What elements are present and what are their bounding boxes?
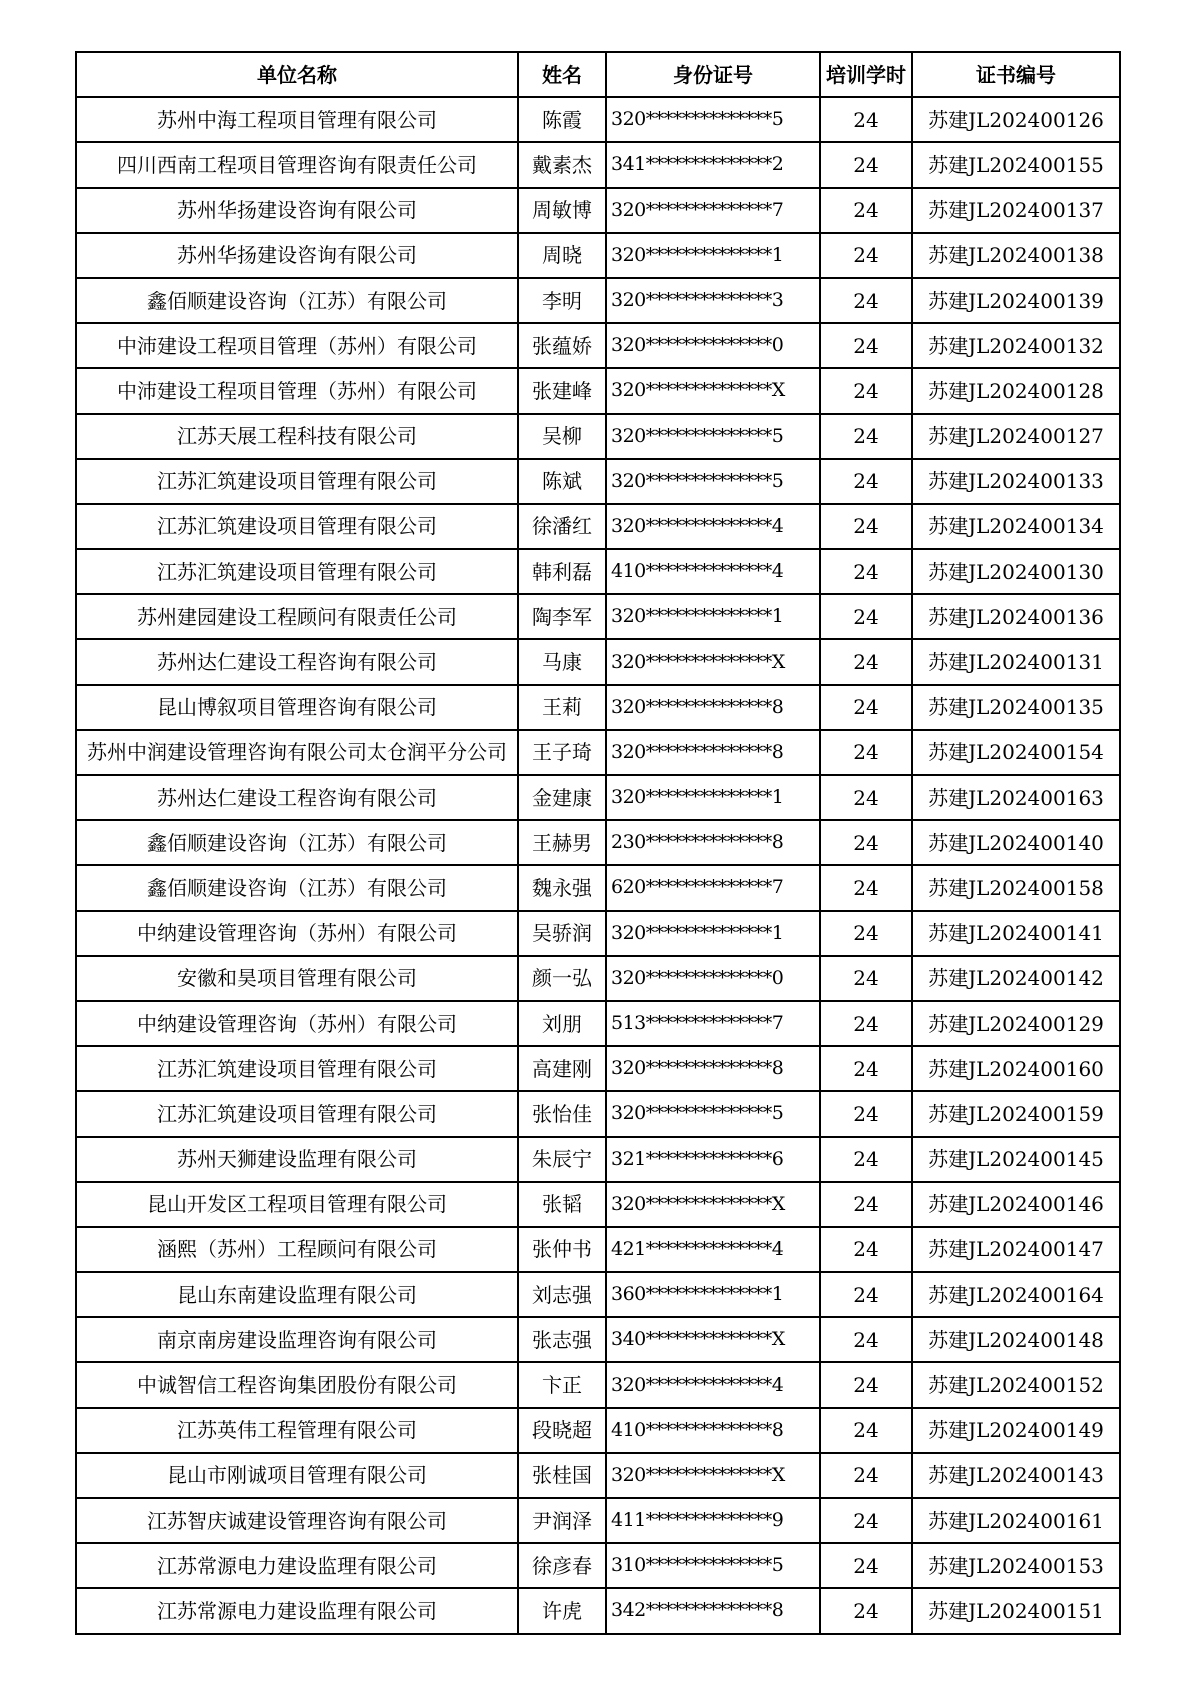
- cell-training-hours: 24: [820, 1182, 912, 1227]
- table-row: [76, 414, 1120, 459]
- cell-certificate-number: 苏建JL202400138: [912, 233, 1120, 278]
- cell-id-number: 320**************7: [606, 188, 820, 233]
- table-row: [76, 956, 1120, 1001]
- cell-unit-name: 涵熙（苏州）工程顾问有限公司: [76, 1227, 518, 1272]
- table-row: [76, 549, 1120, 594]
- cell-training-hours: 24: [820, 956, 912, 1001]
- cell-id-number: 411**************9: [606, 1498, 820, 1543]
- cell-id-number: 620**************7: [606, 865, 820, 910]
- cell-person-name: 张志强: [518, 1317, 606, 1362]
- table-row: [76, 1408, 1120, 1453]
- cell-id-number: 341**************2: [606, 142, 820, 187]
- cell-certificate-number: 苏建JL202400145: [912, 1137, 1120, 1182]
- cell-training-hours: 24: [820, 414, 912, 459]
- cell-training-hours: 24: [820, 459, 912, 504]
- table-row: [76, 820, 1120, 865]
- cell-id-number: 342**************8: [606, 1588, 820, 1633]
- cell-training-hours: 24: [820, 278, 912, 323]
- cell-id-number: 320**************X: [606, 1453, 820, 1498]
- cell-unit-name: 昆山东南建设监理有限公司: [76, 1272, 518, 1317]
- header-training-hours: 培训学时: [820, 52, 912, 97]
- cell-id-number: 320**************5: [606, 414, 820, 459]
- cell-training-hours: 24: [820, 1227, 912, 1272]
- cell-id-number: 320**************1: [606, 594, 820, 639]
- cell-person-name: 高建刚: [518, 1046, 606, 1091]
- cell-certificate-number: 苏建JL202400136: [912, 594, 1120, 639]
- header-certificate-number: 证书编号: [912, 52, 1120, 97]
- cell-certificate-number: 苏建JL202400128: [912, 368, 1120, 413]
- cell-unit-name: 安徽和昊项目管理有限公司: [76, 956, 518, 1001]
- cell-training-hours: 24: [820, 188, 912, 233]
- cell-unit-name: 苏州建园建设工程顾问有限责任公司: [76, 594, 518, 639]
- cell-training-hours: 24: [820, 1091, 912, 1136]
- cell-training-hours: 24: [820, 142, 912, 187]
- table-row: [76, 685, 1120, 730]
- table-row: [76, 865, 1120, 910]
- header-row: [76, 52, 1120, 97]
- cell-id-number: 320**************8: [606, 730, 820, 775]
- header-id-number: 身份证号: [606, 52, 820, 97]
- cell-training-hours: 24: [820, 1046, 912, 1091]
- cell-training-hours: 24: [820, 1362, 912, 1407]
- table-row: [76, 911, 1120, 956]
- cell-unit-name: 江苏常源电力建设监理有限公司: [76, 1588, 518, 1633]
- cell-certificate-number: 苏建JL202400161: [912, 1498, 1120, 1543]
- cell-person-name: 李明: [518, 278, 606, 323]
- cell-unit-name: 四川西南工程项目管理咨询有限责任公司: [76, 142, 518, 187]
- cell-unit-name: 苏州华扬建设咨询有限公司: [76, 233, 518, 278]
- cell-certificate-number: 苏建JL202400135: [912, 685, 1120, 730]
- cell-unit-name: 鑫佰顺建设咨询（江苏）有限公司: [76, 820, 518, 865]
- cell-person-name: 吴柳: [518, 414, 606, 459]
- cell-id-number: 320**************5: [606, 459, 820, 504]
- cell-certificate-number: 苏建JL202400155: [912, 142, 1120, 187]
- cell-person-name: 张蕴娇: [518, 323, 606, 368]
- cell-id-number: 321**************6: [606, 1137, 820, 1182]
- cell-training-hours: 24: [820, 865, 912, 910]
- cell-certificate-number: 苏建JL202400142: [912, 956, 1120, 1001]
- cell-unit-name: 中纳建设管理咨询（苏州）有限公司: [76, 911, 518, 956]
- cell-id-number: 513**************7: [606, 1001, 820, 1046]
- cell-id-number: 320**************5: [606, 97, 820, 142]
- cell-training-hours: 24: [820, 594, 912, 639]
- cell-training-hours: 24: [820, 504, 912, 549]
- cell-person-name: 陈斌: [518, 459, 606, 504]
- cell-id-number: 421**************4: [606, 1227, 820, 1272]
- cell-person-name: 张建峰: [518, 368, 606, 413]
- table-row: [76, 1453, 1120, 1498]
- cell-certificate-number: 苏建JL202400147: [912, 1227, 1120, 1272]
- cell-unit-name: 昆山开发区工程项目管理有限公司: [76, 1182, 518, 1227]
- cell-certificate-number: 苏建JL202400141: [912, 911, 1120, 956]
- table-row: [76, 368, 1120, 413]
- cell-id-number: 320**************8: [606, 1046, 820, 1091]
- cell-training-hours: 24: [820, 685, 912, 730]
- cell-person-name: 段晓超: [518, 1408, 606, 1453]
- cell-id-number: 320**************X: [606, 368, 820, 413]
- cell-id-number: 320**************3: [606, 278, 820, 323]
- cell-unit-name: 鑫佰顺建设咨询（江苏）有限公司: [76, 278, 518, 323]
- cell-person-name: 尹润泽: [518, 1498, 606, 1543]
- cell-person-name: 张怡佳: [518, 1091, 606, 1136]
- cell-id-number: 320**************8: [606, 685, 820, 730]
- table-body: [76, 97, 1120, 1633]
- cell-id-number: 320**************1: [606, 233, 820, 278]
- cell-unit-name: 昆山市刚诚项目管理有限公司: [76, 1453, 518, 1498]
- cell-id-number: 320**************1: [606, 911, 820, 956]
- cell-person-name: 张仲书: [518, 1227, 606, 1272]
- cell-person-name: 王赫男: [518, 820, 606, 865]
- cell-unit-name: 江苏智庆诚建设管理咨询有限公司: [76, 1498, 518, 1543]
- cell-unit-name: 江苏汇筑建设项目管理有限公司: [76, 504, 518, 549]
- cell-training-hours: 24: [820, 1137, 912, 1182]
- cell-person-name: 张桂国: [518, 1453, 606, 1498]
- cell-certificate-number: 苏建JL202400154: [912, 730, 1120, 775]
- cell-person-name: 颜一弘: [518, 956, 606, 1001]
- cell-person-name: 朱辰宁: [518, 1137, 606, 1182]
- table-row: [76, 1182, 1120, 1227]
- table-row: [76, 1227, 1120, 1272]
- table-row: [76, 504, 1120, 549]
- cell-certificate-number: 苏建JL202400153: [912, 1543, 1120, 1588]
- cell-training-hours: 24: [820, 323, 912, 368]
- cell-certificate-number: 苏建JL202400127: [912, 414, 1120, 459]
- cell-training-hours: 24: [820, 775, 912, 820]
- cell-certificate-number: 苏建JL202400143: [912, 1453, 1120, 1498]
- table-row: [76, 323, 1120, 368]
- cell-training-hours: 24: [820, 820, 912, 865]
- cell-unit-name: 中纳建设管理咨询（苏州）有限公司: [76, 1001, 518, 1046]
- cell-id-number: 410**************4: [606, 549, 820, 594]
- table-row: [76, 730, 1120, 775]
- table-row: [76, 97, 1120, 142]
- cell-certificate-number: 苏建JL202400129: [912, 1001, 1120, 1046]
- cell-unit-name: 南京南房建设监理咨询有限公司: [76, 1317, 518, 1362]
- cell-person-name: 刘志强: [518, 1272, 606, 1317]
- cell-id-number: 320**************0: [606, 323, 820, 368]
- table-row: [76, 278, 1120, 323]
- cell-training-hours: 24: [820, 1588, 912, 1633]
- cell-certificate-number: 苏建JL202400137: [912, 188, 1120, 233]
- cell-certificate-number: 苏建JL202400163: [912, 775, 1120, 820]
- cell-training-hours: 24: [820, 1272, 912, 1317]
- cell-unit-name: 中诚智信工程咨询集团股份有限公司: [76, 1362, 518, 1407]
- table-row: [76, 775, 1120, 820]
- cell-person-name: 戴素杰: [518, 142, 606, 187]
- table-row: [76, 1317, 1120, 1362]
- cell-person-name: 周敏博: [518, 188, 606, 233]
- cell-unit-name: 鑫佰顺建设咨询（江苏）有限公司: [76, 865, 518, 910]
- cell-training-hours: 24: [820, 1498, 912, 1543]
- table-row: [76, 1543, 1120, 1588]
- cell-person-name: 刘朋: [518, 1001, 606, 1046]
- cell-person-name: 金建康: [518, 775, 606, 820]
- cell-id-number: 410**************8: [606, 1408, 820, 1453]
- cell-unit-name: 苏州中海工程项目管理有限公司: [76, 97, 518, 142]
- table-row: [76, 1001, 1120, 1046]
- cell-unit-name: 江苏汇筑建设项目管理有限公司: [76, 549, 518, 594]
- table-row: [76, 233, 1120, 278]
- cell-person-name: 魏永强: [518, 865, 606, 910]
- table-row: [76, 188, 1120, 233]
- cell-person-name: 马康: [518, 639, 606, 684]
- cell-certificate-number: 苏建JL202400151: [912, 1588, 1120, 1633]
- header-unit-name: 单位名称: [76, 52, 518, 97]
- cell-unit-name: 苏州天狮建设监理有限公司: [76, 1137, 518, 1182]
- cell-id-number: 340**************X: [606, 1317, 820, 1362]
- table-row: [76, 1498, 1120, 1543]
- cell-person-name: 陶李军: [518, 594, 606, 639]
- table-header: [76, 52, 1120, 97]
- cell-unit-name: 昆山博叙项目管理咨询有限公司: [76, 685, 518, 730]
- cell-training-hours: 24: [820, 97, 912, 142]
- cell-training-hours: 24: [820, 639, 912, 684]
- cell-certificate-number: 苏建JL202400146: [912, 1182, 1120, 1227]
- cell-training-hours: 24: [820, 549, 912, 594]
- cell-certificate-number: 苏建JL202400131: [912, 639, 1120, 684]
- cell-person-name: 卞正: [518, 1362, 606, 1407]
- cell-training-hours: 24: [820, 730, 912, 775]
- cell-person-name: 王子琦: [518, 730, 606, 775]
- table-row: [76, 142, 1120, 187]
- header-person-name: 姓名: [518, 52, 606, 97]
- cell-unit-name: 江苏汇筑建设项目管理有限公司: [76, 1091, 518, 1136]
- cell-person-name: 王莉: [518, 685, 606, 730]
- cell-training-hours: 24: [820, 911, 912, 956]
- table-row: [76, 1046, 1120, 1091]
- cell-id-number: 310**************5: [606, 1543, 820, 1588]
- cell-unit-name: 苏州达仁建设工程咨询有限公司: [76, 639, 518, 684]
- table-row: [76, 1362, 1120, 1407]
- cell-certificate-number: 苏建JL202400158: [912, 865, 1120, 910]
- cell-unit-name: 苏州中润建设管理咨询有限公司太仓润平分公司: [76, 730, 518, 775]
- cell-person-name: 陈霞: [518, 97, 606, 142]
- cell-certificate-number: 苏建JL202400140: [912, 820, 1120, 865]
- cell-certificate-number: 苏建JL202400134: [912, 504, 1120, 549]
- cell-id-number: 320**************1: [606, 775, 820, 820]
- cell-training-hours: 24: [820, 1543, 912, 1588]
- cell-unit-name: 江苏汇筑建设项目管理有限公司: [76, 459, 518, 504]
- cell-unit-name: 江苏汇筑建设项目管理有限公司: [76, 1046, 518, 1091]
- cell-unit-name: 江苏常源电力建设监理有限公司: [76, 1543, 518, 1588]
- cell-certificate-number: 苏建JL202400132: [912, 323, 1120, 368]
- cell-person-name: 周晓: [518, 233, 606, 278]
- cell-unit-name: 江苏英伟工程管理有限公司: [76, 1408, 518, 1453]
- cell-person-name: 徐彦春: [518, 1543, 606, 1588]
- cell-unit-name: 江苏天展工程科技有限公司: [76, 414, 518, 459]
- cell-person-name: 吴骄润: [518, 911, 606, 956]
- cell-training-hours: 24: [820, 1317, 912, 1362]
- cell-id-number: 320**************4: [606, 1362, 820, 1407]
- cell-certificate-number: 苏建JL202400164: [912, 1272, 1120, 1317]
- cell-certificate-number: 苏建JL202400149: [912, 1408, 1120, 1453]
- cell-unit-name: 中沛建设工程项目管理（苏州）有限公司: [76, 368, 518, 413]
- cell-certificate-number: 苏建JL202400159: [912, 1091, 1120, 1136]
- cell-id-number: 320**************4: [606, 504, 820, 549]
- cell-training-hours: 24: [820, 1408, 912, 1453]
- cell-id-number: 360**************1: [606, 1272, 820, 1317]
- cell-id-number: 320**************X: [606, 639, 820, 684]
- cell-unit-name: 苏州达仁建设工程咨询有限公司: [76, 775, 518, 820]
- cell-certificate-number: 苏建JL202400160: [912, 1046, 1120, 1091]
- table-row: [76, 1588, 1120, 1633]
- cell-id-number: 320**************5: [606, 1091, 820, 1136]
- cell-person-name: 许虎: [518, 1588, 606, 1633]
- table-row: [76, 1272, 1120, 1317]
- cell-id-number: 230**************8: [606, 820, 820, 865]
- table-row: [76, 594, 1120, 639]
- cell-training-hours: 24: [820, 1001, 912, 1046]
- certificate-table: [75, 51, 1121, 1635]
- cell-certificate-number: 苏建JL202400148: [912, 1317, 1120, 1362]
- cell-certificate-number: 苏建JL202400126: [912, 97, 1120, 142]
- cell-training-hours: 24: [820, 1453, 912, 1498]
- table-row: [76, 639, 1120, 684]
- cell-id-number: 320**************0: [606, 956, 820, 1001]
- cell-training-hours: 24: [820, 233, 912, 278]
- cell-certificate-number: 苏建JL202400130: [912, 549, 1120, 594]
- cell-certificate-number: 苏建JL202400152: [912, 1362, 1120, 1407]
- cell-person-name: 张韬: [518, 1182, 606, 1227]
- table-row: [76, 1137, 1120, 1182]
- cell-unit-name: 中沛建设工程项目管理（苏州）有限公司: [76, 323, 518, 368]
- cell-unit-name: 苏州华扬建设咨询有限公司: [76, 188, 518, 233]
- cell-person-name: 韩利磊: [518, 549, 606, 594]
- cell-person-name: 徐潘红: [518, 504, 606, 549]
- cell-id-number: 320**************X: [606, 1182, 820, 1227]
- cell-certificate-number: 苏建JL202400139: [912, 278, 1120, 323]
- cell-training-hours: 24: [820, 368, 912, 413]
- cell-certificate-number: 苏建JL202400133: [912, 459, 1120, 504]
- table-row: [76, 459, 1120, 504]
- table-row: [76, 1091, 1120, 1136]
